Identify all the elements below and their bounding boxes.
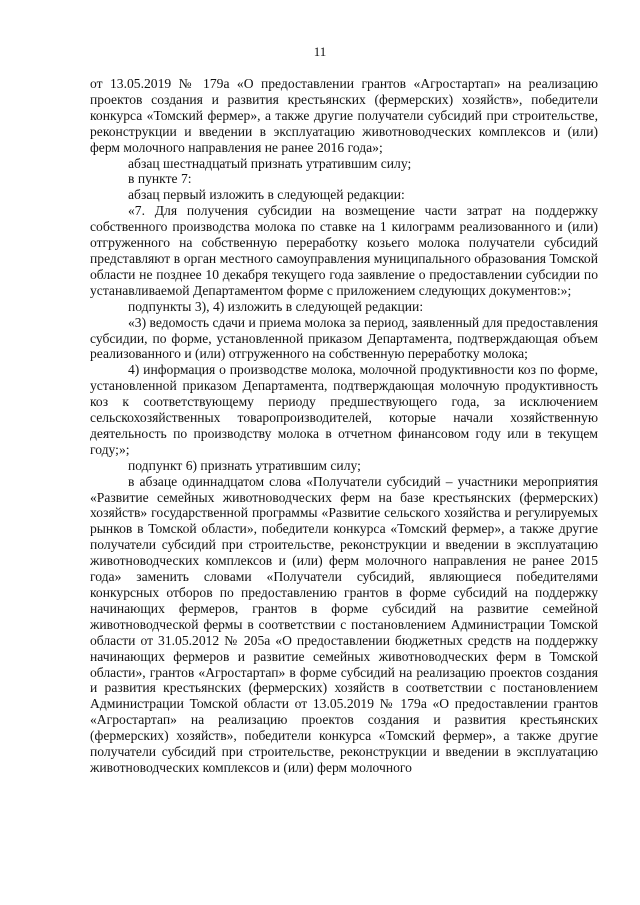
paragraph: в пункте 7: xyxy=(128,171,192,187)
paragraph: «3) ведомость сдачи и приема молока за период, заявленный для предоставления субсидии, по форме, установленной приказом Департамента, подтверждающая объем реализованного и (или) отгруженного на собственную переработку молока; xyxy=(90,314,598,362)
paragraph: в абзаце одиннадцатом слова «Получатели субсидий – участники мероприятия «Развитие семейных животноводческих ферм на базе крестьянских (фермерских) хозяйств» государственной программы «Развитие сельского хозяйства и регулируемых рынков в Томской области», победители конкурса «Томский фермер», а также другие получатели субсидий при строительстве, реконструкции и введении в эксплуатацию животноводческих комплексов и (или) ферм молочного направления не ранее 2015 года» заменить словами «Получатели субсидий, являющиеся победителями конкурсных отборов по предоставлению грантов в форме субсидий на поддержку начинающих фермеров, грантов в форме субсидий на развитие семейной животноводческой фермы в соответствии с постановлением Администрации Томской области от 31.05.2012 № 205а «О предоставлении бюджетных средств на поддержку начинающих фермеров и развитие семейных животноводческих ферм в Томской области», грантов «Агростартап» в форме субсидий на реализацию проектов создания и развития крестьянских (фермерских) хозяйств в соответствии с постановлением Администрации Томской области от 13.05.2019 № 179а «О предоставлении грантов «Агростартап» на реализацию проектов создания и развития крестьянских (фермерских) хозяйств», победители конкурса «Томский фермер», а также другие получатели субсидий при строительстве, реконструкции и введении в эксплуатацию животноводческих комплексов и (или) ферм молочного xyxy=(90,473,598,775)
paragraph: абзац первый изложить в следующей редакции: xyxy=(128,187,405,203)
document-body xyxy=(90,76,598,776)
paragraph: «7. Для получения субсидии на возмещение части затрат на поддержку собственного производства молока по ставке на 1 килограмм реализованного и (или) отгруженного на собственную переработку козьего молока получатели субсидий представляют в орган местного самоуправления муниципального образования Томской области не позднее 10 декабря текущего года заявление о предоставлении субсидии по устанавливаемой Департаментом форме с приложением следующих документов:»; xyxy=(90,203,598,298)
paragraph: подпункт 6) признать утратившим силу; xyxy=(128,457,361,473)
paragraph-continuation: от 13.05.2019 № 179а «О предоставлении грантов «Агростартап» на реализацию проектов создания и развития крестьянских (фермерских) хозяйств», победители конкурса «Томский фермер», а также другие получатели субсидий при строительстве, реконструкции и введении в эксплуатацию животноводческих комплексов и (или) ферм молочного направления не ранее 2016 года»; xyxy=(90,76,598,155)
paragraph: 4) информация о производстве молока, молочной продуктивности коз по форме, установленной приказом Департамента, подтверждающая молочную продуктивность коз к соответствующему периоду предшествующего года, за исключением сельскохозяйственных товаропроизводителей, которые начали хозяйственную деятельность по производству молока в отчетном финансовом году или в текущем году;»; xyxy=(90,362,598,457)
paragraph: абзац шестнадцатый признать утратившим силу; xyxy=(128,155,412,171)
page-number: 11 xyxy=(313,44,327,59)
paragraph: подпункты 3), 4) изложить в следующей редакции: xyxy=(128,298,424,314)
